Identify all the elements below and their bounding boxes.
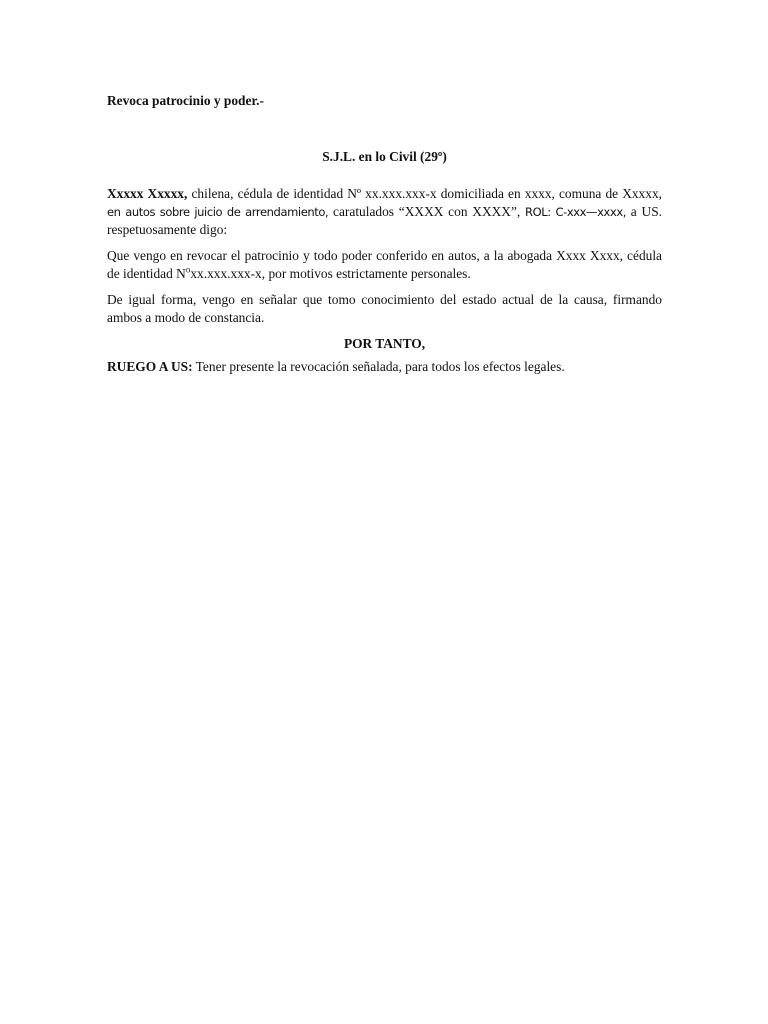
paragraph-text: caratulados “XXXX con XXXX”, [328,204,526,219]
paragraph-text: Que vengo en revocar el patrocinio y todo poder conferido en autos, a la abogada Xxxx Xxxx, cédula de identidad N [107,248,662,281]
document-title: Revoca patrocinio y poder.- [107,93,264,108]
paragraph-presentation [107,185,662,239]
paragraph-text: Tener presente la revocación señalada, para todos los efectos legales. [192,359,565,374]
court-heading: S.J.L. en lo Civil (29º) [322,149,447,164]
paragraph-text: en autos sobre juicio de arrendamiento, [107,205,329,219]
case-role: ROL: C-xxx—xxxx, [525,205,627,219]
paragraph-text: xx.xxx.xxx-x, por motivos estrictamente personales. [190,266,471,281]
paragraph-acknowledgement: De igual forma, vengo en señalar que tomo conocimiento del estado actual de la causa, firmando ambos a modo de constancia. [107,292,662,325]
ordinal-superscript: o [185,264,191,275]
paragraph-revocation [107,247,662,283]
paragraph-text: chilena, cédula de identidad Nº xx.xxx.xxx-x domiciliada en xxxx, comuna de Xxxxx, [187,186,662,201]
party-name: Xxxxx Xxxxx, [107,186,188,201]
por-tanto-heading: POR TANTO, [343,336,426,351]
document-page [107,92,662,376]
request-lead: RUEGO A US: [107,359,193,374]
paragraph-text: a US. respetuosamente digo: [107,204,662,237]
paragraph-request [107,358,662,376]
